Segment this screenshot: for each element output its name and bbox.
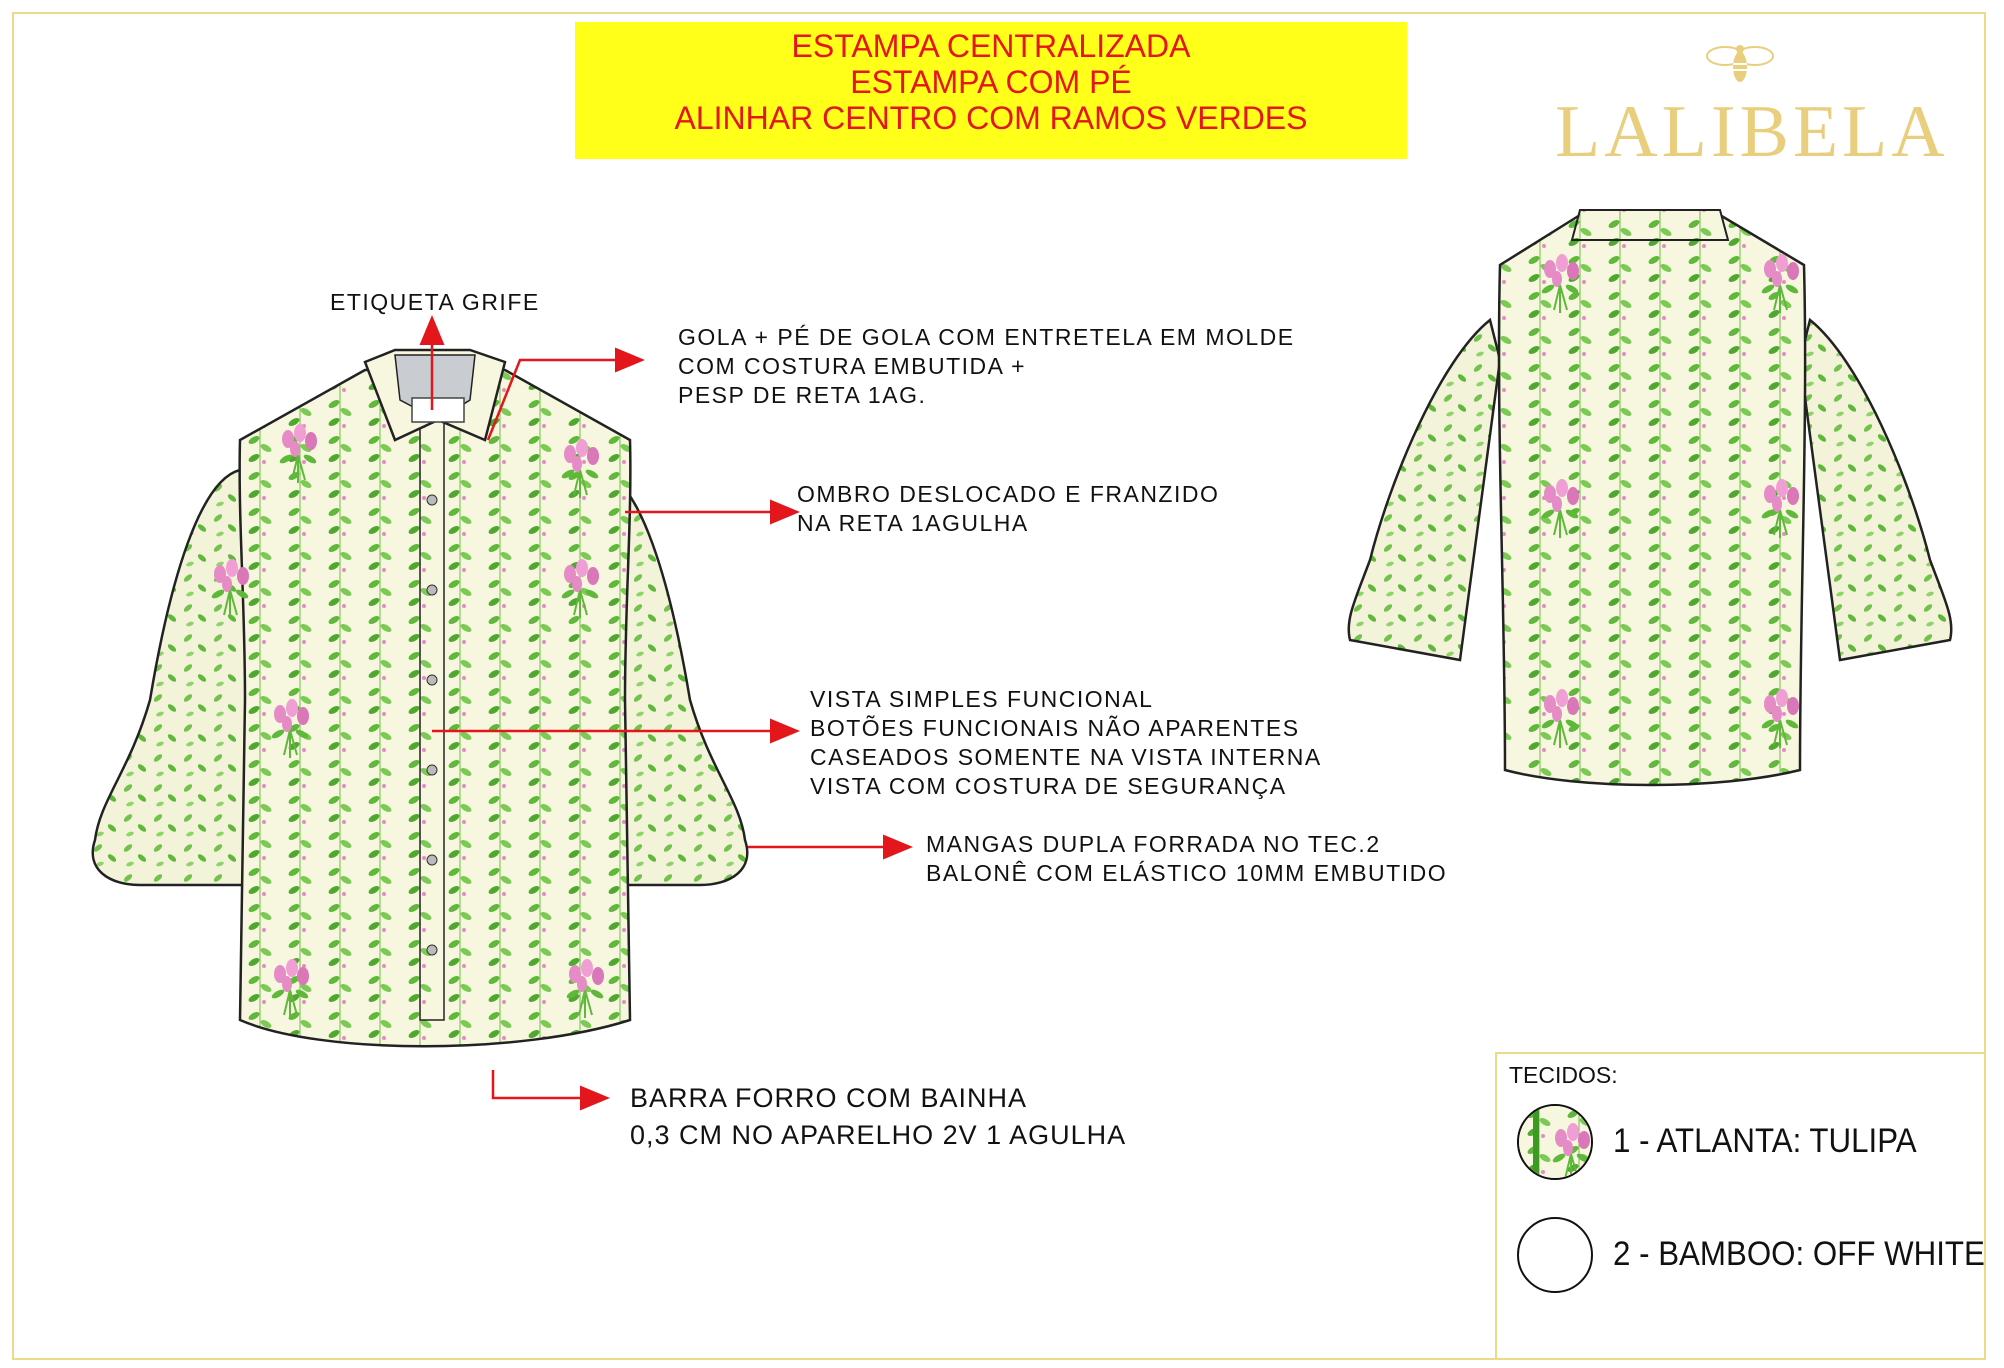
brand-label-tag <box>412 398 464 422</box>
button <box>427 945 437 955</box>
back-view-shirt <box>1349 210 1952 785</box>
button <box>427 585 437 595</box>
fabric-label-1: 1 - ATLANTA: TULIPA <box>1613 1122 1917 1160</box>
brand-name: LALIBELA <box>1555 91 1949 173</box>
back-right-sleeve <box>1800 320 1951 660</box>
callout-barra <box>630 1080 1126 1154</box>
callout-mangas <box>926 830 1447 888</box>
callout-barra-line: 0,3 CM NO APARELHO 2V 1 AGULHA <box>630 1120 1127 1150</box>
banner-line-2: ESTAMPA COM PÉ <box>850 64 1132 100</box>
fabric-item-2 <box>1517 1217 1985 1297</box>
callout-gola-line: GOLA + PÉ DE GOLA COM ENTRETELA EM MOLDE <box>678 324 1295 350</box>
button <box>427 855 437 865</box>
callout-gola-line: PESP DE RETA 1AG. <box>678 382 927 408</box>
front-view-shirt <box>93 350 747 1046</box>
fabrics-legend <box>1495 1052 1986 1360</box>
button <box>427 765 437 775</box>
fabrics-title: TECIDOS: <box>1509 1062 1618 1088</box>
back-collar <box>1572 210 1728 240</box>
off-white-swatch <box>1517 1217 1593 1293</box>
callout-mangas-line: BALONÊ COM ELÁSTICO 10MM EMBUTIDO <box>926 860 1448 886</box>
callout-etiqueta: ETIQUETA GRIFE <box>330 289 540 315</box>
callout-vista-line: CASEADOS SOMENTE NA VISTA INTERNA <box>810 744 1322 770</box>
fabric-item-1 <box>1517 1104 1977 1184</box>
callout-vista-line: VISTA SIMPLES FUNCIONAL <box>810 686 1154 712</box>
arrow-barra <box>493 1070 605 1098</box>
tulip-print-swatch <box>1517 1104 1593 1180</box>
banner-line-3: ALINHAR CENTRO COM RAMOS VERDES <box>674 100 1308 136</box>
callout-ombro-line: OMBRO DESLOCADO E FRANZIDO <box>797 481 1220 507</box>
button <box>427 495 437 505</box>
callout-gola <box>678 323 1295 410</box>
callout-vista-line: BOTÕES FUNCIONAIS NÃO APARENTES <box>810 715 1300 741</box>
back-left-sleeve <box>1349 320 1500 660</box>
callout-barra-line: BARRA FORRO COM BAINHA <box>630 1083 1028 1113</box>
callout-ombro <box>797 480 1219 538</box>
callout-ombro-line: NA RETA 1AGULHA <box>797 510 1029 536</box>
banner-line-1: ESTAMPA CENTRALIZADA <box>791 28 1191 64</box>
callout-vista <box>810 685 1322 801</box>
front-placket <box>420 420 444 1020</box>
callout-vista-line: VISTA COM COSTURA DE SEGURANÇA <box>810 773 1287 799</box>
callout-mangas-line: MANGAS DUPLA FORRADA NO TEC.2 <box>926 831 1381 857</box>
callout-gola-line: COM COSTURA EMBUTIDA + <box>678 353 1027 379</box>
button <box>427 675 437 685</box>
fabric-label-2: 2 - BAMBOO: OFF WHITE <box>1613 1235 1985 1273</box>
